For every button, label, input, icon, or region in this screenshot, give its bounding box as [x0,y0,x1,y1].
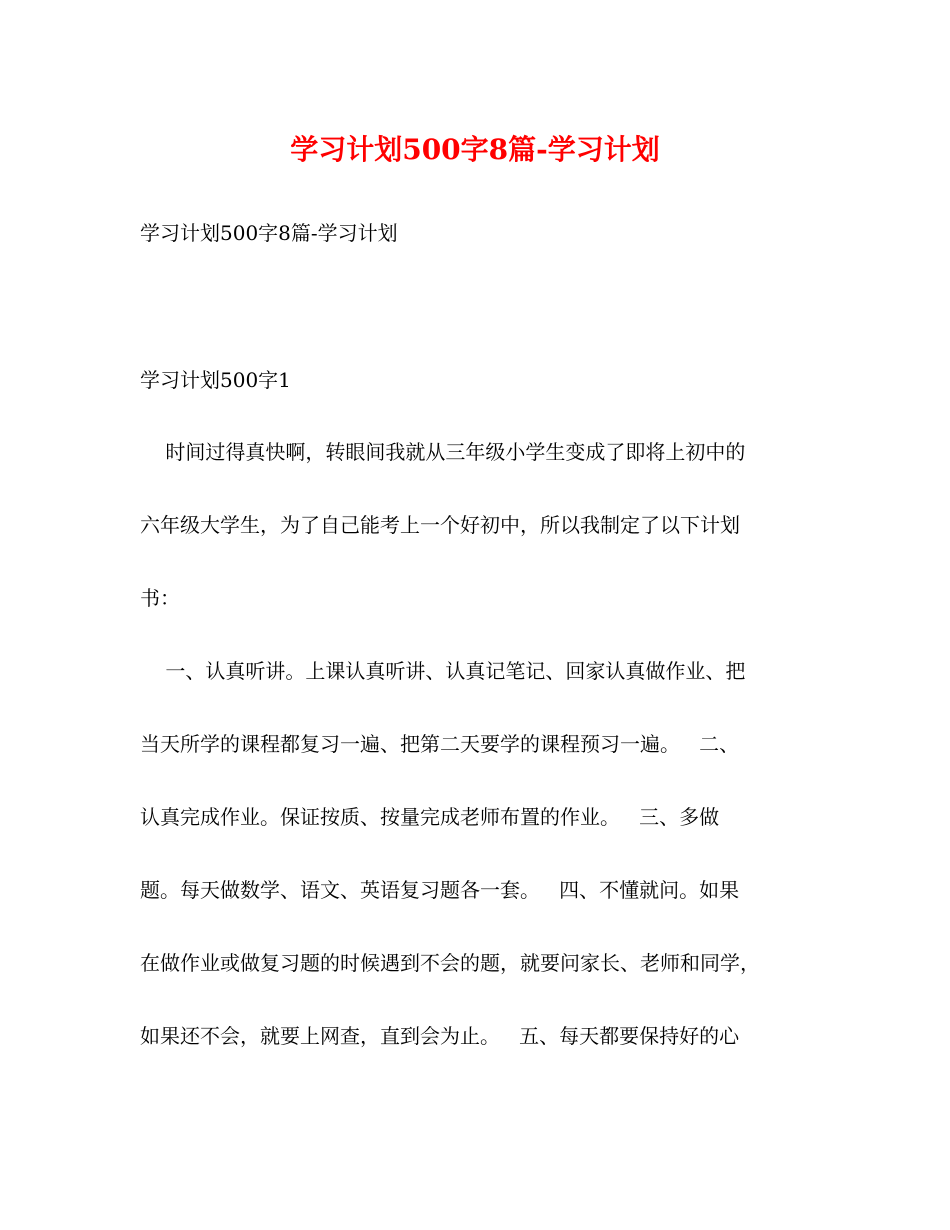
section-heading: 学习计划500字1 [140,368,291,392]
body-line: 六年级大学生，为了自己能考上一个好初中，所以我制定了以下计划 [140,513,740,537]
body-line: 在做作业或做复习题的时候遇到不会的题，就要问家长、老师和同学， [140,951,760,975]
document-subtitle: 学习计划500字8篇-学习计划 [140,221,398,245]
body-line: 书： [140,586,180,610]
body-line: 题。每天做数学、语文、英语复习题各一套。 四、不懂就问。如果 [140,878,740,902]
body-line: 认真完成作业。保证按质、按量完成老师布置的作业。 三、多做 [140,805,720,829]
body-line: 时间过得真快啊，转眼间我就从三年级小学生变成了即将上初中的 [140,440,746,464]
body-line: 当天所学的课程都复习一遍、把第二天要学的课程预习一遍。 二、 [140,732,740,756]
body-line: 一、认真听讲。上课认真听讲、认真记笔记、回家认真做作业、把 [140,659,746,683]
body-line: 如果还不会，就要上网查，直到会为止。 五、每天都要保持好的心 [140,1024,740,1048]
document-title: 学习计划500字8篇-学习计划 [290,133,660,166]
